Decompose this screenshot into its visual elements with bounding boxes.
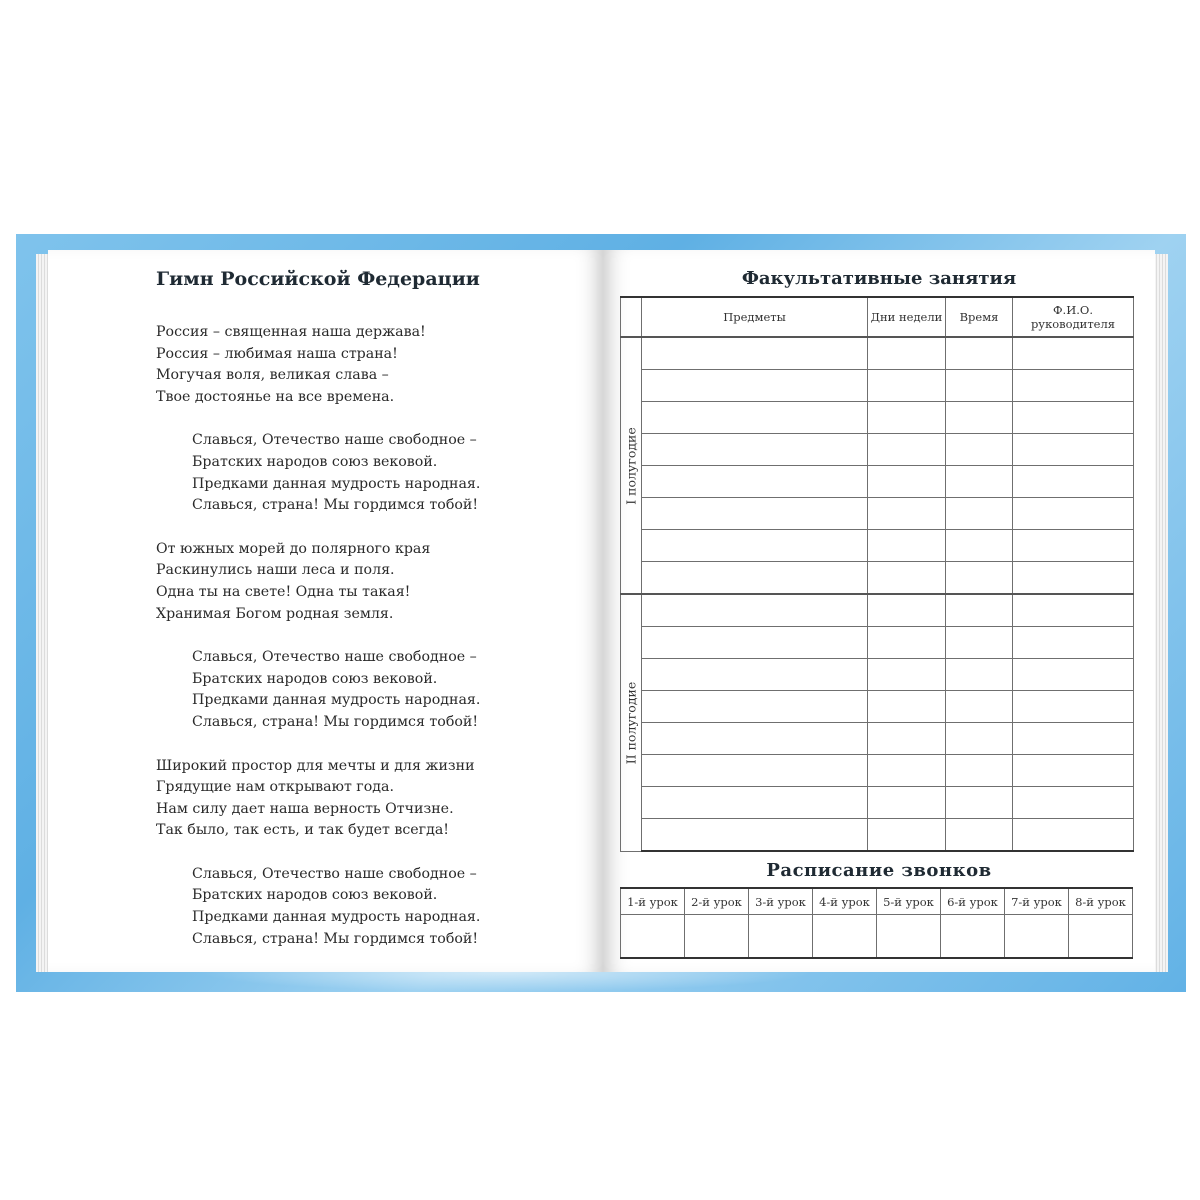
column-header: Ф.И.О. руководителя xyxy=(1013,297,1134,337)
blank-entry-cell[interactable] xyxy=(1013,819,1134,852)
blank-entry-cell[interactable] xyxy=(642,627,868,659)
verse-line: Нам силу дает наша верность Отчизне. xyxy=(156,800,454,817)
blank-entry-cell[interactable] xyxy=(946,434,1013,466)
blank-entry-cell[interactable] xyxy=(642,562,868,595)
blank-entry-cell[interactable] xyxy=(642,755,868,787)
bells-header-row xyxy=(621,888,1133,915)
blank-entry-cell[interactable] xyxy=(868,434,946,466)
blank-entry-cell[interactable] xyxy=(868,562,946,595)
lesson-header: 5-й урок xyxy=(877,888,941,915)
semester-label: II полугодие xyxy=(623,681,639,765)
semester-label: I полугодие xyxy=(623,426,639,505)
verse-stanza xyxy=(156,539,586,625)
blank-entry-cell[interactable] xyxy=(642,659,868,691)
elective-row xyxy=(621,659,1134,691)
electives-title: Факультативные занятия xyxy=(741,268,1017,289)
blank-entry-cell[interactable] xyxy=(946,627,1013,659)
elective-row xyxy=(621,691,1134,723)
bell-time-cell[interactable] xyxy=(685,915,749,959)
elective-row xyxy=(621,498,1134,530)
anthem-verses xyxy=(156,322,586,972)
verse-line: Братских народов союз вековой. xyxy=(192,670,438,687)
blank-entry-cell[interactable] xyxy=(868,723,946,755)
verse-line: Славься, Отечество наше свободное – xyxy=(192,865,477,882)
blank-entry-cell[interactable] xyxy=(946,819,1013,852)
blank-entry-cell[interactable] xyxy=(946,530,1013,562)
bell-time-cell[interactable] xyxy=(1069,915,1133,959)
verse-line: Славься, Отечество наше свободное – xyxy=(192,432,477,449)
semester-cell xyxy=(621,337,642,594)
blank-entry-cell[interactable] xyxy=(868,530,946,562)
blank-entry-cell[interactable] xyxy=(642,402,868,434)
blank-entry-cell[interactable] xyxy=(1013,498,1134,530)
blank-entry-cell[interactable] xyxy=(642,370,868,402)
blank-entry-cell[interactable] xyxy=(868,627,946,659)
bells-title: Расписание звонков xyxy=(766,860,992,881)
lesson-header: 1-й урок xyxy=(621,888,685,915)
elective-row xyxy=(621,530,1134,562)
blank-entry-cell[interactable] xyxy=(642,723,868,755)
lesson-header: 3-й урок xyxy=(749,888,813,915)
blank-entry-cell[interactable] xyxy=(946,755,1013,787)
verse-line: Так было, так есть, и так будет всегда! xyxy=(156,822,450,839)
blank-entry-cell[interactable] xyxy=(946,337,1013,370)
verse-line: Раскинулись наши леса и поля. xyxy=(156,562,395,579)
elective-row xyxy=(621,370,1134,402)
elective-row xyxy=(621,562,1134,595)
elective-row xyxy=(621,594,1134,627)
blank-entry-cell[interactable] xyxy=(868,402,946,434)
blank-entry-cell[interactable] xyxy=(642,819,868,852)
blank-entry-cell[interactable] xyxy=(868,819,946,852)
blank-entry-cell[interactable] xyxy=(946,402,1013,434)
blank-entry-cell[interactable] xyxy=(642,466,868,498)
header-blank-cell xyxy=(621,297,642,337)
bell-time-cell[interactable] xyxy=(877,915,941,959)
blank-entry-cell[interactable] xyxy=(868,466,946,498)
bell-time-cell[interactable] xyxy=(813,915,877,959)
blank-entry-cell[interactable] xyxy=(868,659,946,691)
blank-entry-cell[interactable] xyxy=(946,562,1013,595)
blank-entry-cell[interactable] xyxy=(642,337,868,370)
lesson-header: 2-й урок xyxy=(685,888,749,915)
elective-row xyxy=(621,466,1134,498)
blank-entry-cell[interactable] xyxy=(1013,659,1134,691)
verse-line: Россия – священная наша держава! xyxy=(156,324,426,340)
verse-line: Братских народов союз вековой. xyxy=(192,453,438,470)
elective-row xyxy=(621,337,1134,370)
verse-line: Хранимая Богом родная земля. xyxy=(156,605,394,622)
blank-entry-cell[interactable] xyxy=(1013,755,1134,787)
blank-entry-cell[interactable] xyxy=(1013,434,1134,466)
elective-row xyxy=(621,434,1134,466)
elective-row xyxy=(621,402,1134,434)
bell-schedule-table xyxy=(620,887,1133,959)
elective-row xyxy=(621,787,1134,819)
verse-line: Могучая воля, великая слава – xyxy=(156,367,389,384)
verse-line: Славься, Отечество наше свободное – xyxy=(192,649,477,666)
blank-entry-cell[interactable] xyxy=(642,594,868,627)
blank-entry-cell[interactable] xyxy=(1013,627,1134,659)
blank-entry-cell[interactable] xyxy=(1013,466,1134,498)
verse-line: Широкий простор для мечты и для жизни xyxy=(156,757,475,774)
blank-entry-cell[interactable] xyxy=(868,594,946,627)
blank-entry-cell[interactable] xyxy=(1013,530,1134,562)
blank-entry-cell[interactable] xyxy=(946,723,1013,755)
blank-entry-cell[interactable] xyxy=(946,594,1013,627)
elective-row xyxy=(621,627,1134,659)
blank-entry-cell[interactable] xyxy=(1013,594,1134,627)
blank-entry-cell[interactable] xyxy=(868,787,946,819)
left-page xyxy=(48,250,603,972)
blank-entry-cell[interactable] xyxy=(1013,562,1134,595)
blank-entry-cell[interactable] xyxy=(868,691,946,723)
verse-line: Грядущие нам открывают года. xyxy=(156,779,394,796)
blank-entry-cell[interactable] xyxy=(868,755,946,787)
blank-entry-cell[interactable] xyxy=(642,787,868,819)
verse-line: Россия – любимая наша страна! xyxy=(156,345,398,362)
semester-cell xyxy=(621,594,642,851)
bell-time-cell[interactable] xyxy=(1005,915,1069,959)
blank-entry-cell[interactable] xyxy=(946,787,1013,819)
bells-input-row xyxy=(621,915,1133,959)
electives-table xyxy=(620,296,1134,852)
bell-time-cell[interactable] xyxy=(749,915,813,959)
elective-row xyxy=(621,723,1134,755)
blank-entry-cell[interactable] xyxy=(946,498,1013,530)
verse-line: Славься, страна! Мы гордимся тобой! xyxy=(192,497,479,514)
blank-entry-cell[interactable] xyxy=(868,337,946,370)
blank-entry-cell[interactable] xyxy=(946,466,1013,498)
chorus-stanza xyxy=(156,864,586,950)
column-header: Время xyxy=(946,297,1013,337)
blank-entry-cell[interactable] xyxy=(946,659,1013,691)
lesson-header: 7-й урок xyxy=(1005,888,1069,915)
chorus-stanza xyxy=(156,430,586,516)
right-page xyxy=(603,250,1155,972)
blank-entry-cell[interactable] xyxy=(1013,723,1134,755)
verse-line: Братских народов союз вековой. xyxy=(192,887,438,904)
page-edges-right xyxy=(1154,254,1168,972)
chorus-stanza xyxy=(156,647,586,733)
blank-entry-cell[interactable] xyxy=(868,370,946,402)
verse-line: Предками данная мудрость народная. xyxy=(192,692,481,709)
column-header: Дни недели xyxy=(868,297,946,337)
blank-entry-cell[interactable] xyxy=(1013,691,1134,723)
bell-time-cell[interactable] xyxy=(941,915,1005,959)
verse-stanza xyxy=(156,756,586,842)
blank-entry-cell[interactable] xyxy=(1013,787,1134,819)
lesson-header: 8-й урок xyxy=(1069,888,1133,915)
verse-line: Одна ты на свете! Одна ты такая! xyxy=(156,583,411,600)
bell-time-cell[interactable] xyxy=(621,915,685,959)
blank-entry-cell[interactable] xyxy=(1013,337,1134,370)
blank-entry-cell[interactable] xyxy=(642,691,868,723)
elective-row xyxy=(621,755,1134,787)
verse-line: Славься, страна! Мы гордимся тобой! xyxy=(192,930,479,947)
electives-header-row xyxy=(621,297,1134,337)
blank-entry-cell[interactable] xyxy=(868,498,946,530)
verse-line: Предками данная мудрость народная. xyxy=(192,475,481,492)
verse-stanza xyxy=(156,322,586,408)
lesson-header: 4-й урок xyxy=(813,888,877,915)
verse-line: Предками данная мудрость народная. xyxy=(192,909,481,926)
lesson-header: 6-й урок xyxy=(941,888,1005,915)
blank-entry-cell[interactable] xyxy=(1013,402,1134,434)
verse-line: Славься, страна! Мы гордимся тобой! xyxy=(192,713,479,730)
blank-entry-cell[interactable] xyxy=(642,434,868,466)
column-header: Предметы xyxy=(642,297,868,337)
blank-entry-cell[interactable] xyxy=(642,530,868,562)
verse-line: От южных морей до полярного края xyxy=(156,540,431,557)
anthem-title: Гимн Российской Федерации xyxy=(156,268,480,290)
elective-row xyxy=(621,819,1134,852)
blank-entry-cell[interactable] xyxy=(946,691,1013,723)
blank-entry-cell[interactable] xyxy=(642,498,868,530)
verse-line: Твое достоянье на все времена. xyxy=(156,388,395,405)
blank-entry-cell[interactable] xyxy=(1013,370,1134,402)
blank-entry-cell[interactable] xyxy=(946,370,1013,402)
